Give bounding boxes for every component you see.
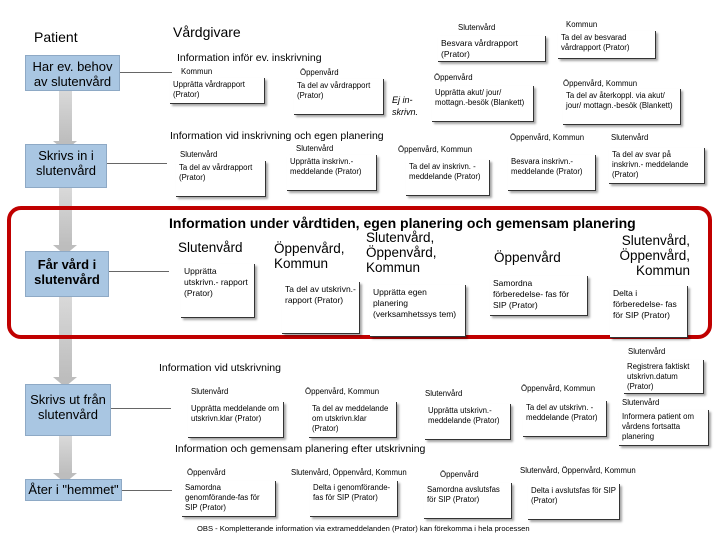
s2-c-label: Öppenvård, Kommun (398, 145, 473, 154)
s3-b-text: Ta del av utskrivn.- rapport (Prator) (285, 284, 356, 306)
step-behov-box (25, 55, 120, 91)
s2-d-label: Öppenvård, Kommun (510, 133, 585, 142)
s4-reg-box (624, 360, 704, 394)
step-hemmet-label: Åter i "hemmet" (28, 482, 119, 497)
s1-sluten-text: Besvara vårdrapport (Prator) (441, 38, 519, 60)
s1-ej-inskrivn: Ej in- skrivn. (392, 95, 419, 117)
s1-sluten-label: Slutenvård (458, 23, 496, 32)
s1-kommun-box (170, 78, 265, 104)
s3-d-box (490, 276, 588, 316)
s1-oppen-label: Öppenvård (300, 68, 339, 77)
s3-c-text: Upprätta egen planering (verksamhetssys tem) (373, 287, 457, 320)
s5-d-text: Delta i avslutsfas för SIP (Prator) (531, 486, 616, 506)
s5-b-label: Slutenvård, Öppenvård, Kommun (291, 468, 407, 477)
s1-kommun2-label: Kommun (566, 20, 598, 29)
s2-b-box (287, 155, 377, 191)
s1-sluten-box (438, 36, 546, 62)
s2-d-box (508, 155, 596, 191)
connector-1 (120, 72, 172, 73)
connector-5 (122, 490, 172, 491)
vardgivare-header: Vårdgivare (173, 24, 241, 40)
s5-a-box (182, 481, 276, 517)
s2-e-text: Ta del av svar på inskrivn.- meddelande (Prator) (612, 150, 689, 180)
s1-ok-box (563, 89, 681, 125)
s3-b-box (282, 282, 360, 334)
s3-a-text: Upprätta utskrivn.- rapport (Prator) (184, 266, 248, 299)
s2-c-text: Ta del av inskrivn. - meddelande (Prator) (409, 162, 481, 182)
s3-a-label: Slutenvård (178, 240, 243, 255)
patient-header: Patient (34, 29, 78, 45)
s2-a-label: Slutenvård (180, 150, 218, 159)
s4-b-text: Ta del av meddelande om utskrivn.klar (Prator) (312, 404, 389, 434)
s4-d-label: Öppenvård, Kommun (521, 384, 596, 393)
footer-note: OBS - Kompletterande information via extrameddelanden (Prator) kan förekomma i hela processen (197, 524, 530, 533)
s2-d-text: Besvara inskrivn.- meddelande (Prator) (511, 157, 583, 177)
s5-c-label: Öppenvård (440, 470, 479, 479)
s3-e-box (610, 286, 688, 338)
s1-ok-text: Ta del av återkoppl. via akut/ jour/ mottagn.-besök (Blankett) (566, 91, 673, 111)
s1-oppen-box (294, 79, 384, 115)
step-behov-label: Har ev. behov av slutenvård (32, 59, 113, 89)
s4-a-text: Upprätta meddelande om utskrivn.klar (Prator) (191, 404, 279, 424)
flow-arrow-1 (59, 90, 72, 142)
s4-c-label: Slutenvård (425, 389, 463, 398)
s4-e-label: Slutenvård (622, 398, 660, 407)
s4-e-box (619, 410, 709, 446)
s4-b-box (309, 402, 397, 438)
s5-d-label: Slutenvård, Öppenvård, Kommun (520, 466, 636, 475)
s3-b-label: Öppenvård, Kommun (274, 241, 345, 272)
s4-d-text: Ta del av utskrivn. -meddelande (Prator) (526, 403, 598, 423)
s3-a-box (181, 264, 255, 318)
step-inskrivning-label: Skrivs in i slutenvård (36, 148, 96, 178)
s3-d-label: Öppenvård (494, 250, 561, 265)
s2-b-label: Slutenvård (296, 144, 334, 153)
s3-e-text: Delta i förberedelse- fas för SIP (Prator) (613, 288, 677, 321)
step-utskrivning-label: Skrivs ut från slutenvård (30, 392, 106, 422)
s4-c-box (425, 404, 511, 440)
s3-e-label: Slutenvård, Öppenvård, Kommun (619, 233, 690, 279)
step-hemmet-box (25, 479, 122, 501)
s5-a-label: Öppenvård (187, 468, 226, 477)
s2-e-box (609, 148, 705, 184)
s1-ok-label: Öppenvård, Kommun (563, 79, 638, 88)
s1-oppen-text: Ta del av vårdrapport (Prator) (297, 81, 371, 101)
s4-top-label: Slutenvård (628, 347, 666, 356)
s1-oppen2-box (432, 86, 534, 122)
section-title-inskrivning: Information vid inskrivning och egen planering (170, 130, 384, 142)
step-vard-label: Får vård i slutenvård (34, 257, 100, 287)
section-title-vardtiden: Information under vårdtiden, egen planering och gemensam planering (169, 215, 636, 231)
s1-oppen2-label: Öppenvård (434, 73, 473, 82)
s1-kommun2-box (558, 31, 656, 59)
s1-kommun-label: Kommun (181, 67, 213, 76)
s5-d-box (528, 484, 620, 520)
s3-c-label: Slutenvård, Öppenvård, Kommun (366, 230, 437, 276)
s4-a-box (188, 402, 284, 438)
s5-b-box (310, 481, 398, 517)
connector-2 (107, 163, 167, 164)
s2-a-box (176, 161, 266, 197)
s2-a-text: Ta del av vårdrapport (Prator) (179, 163, 253, 183)
s1-oppen2-text: Upprätta akut/ jour/ mottagn.-besök (Blankett) (435, 88, 525, 108)
s1-kommun-text: Upprätta vårdrapport (Prator) (173, 80, 245, 100)
s5-c-box (424, 483, 512, 519)
s3-d-text: Samordna förberedelse- fas för SIP (Prator) (493, 278, 570, 311)
s2-e-label: Slutenvård (611, 133, 649, 142)
step-utskrivning-box (25, 384, 111, 436)
flow-arrow-4 (59, 436, 72, 474)
s5-c-text: Samordna avslutsfas för SIP (Prator) (427, 485, 500, 505)
s2-c-box (406, 160, 490, 196)
section-title-efter-utskrivning: Information och gemensam planering efter utskrivning (175, 443, 426, 455)
s2-b-text: Upprätta inskrivn.- meddelande (Prator) (290, 157, 362, 177)
section-title-utskrivning: Information vid utskrivning (159, 362, 281, 374)
s4-a-label: Slutenvård (191, 387, 229, 396)
step-inskrivning-box (25, 144, 107, 188)
s4-reg-text: Registrera faktiskt utskrivn.datum (Prator) (627, 362, 690, 392)
s3-c-box (370, 285, 466, 337)
s5-a-text: Samordna genomförande-fas för SIP (Prator) (185, 483, 260, 513)
s4-c-text: Upprätta utskrivn.- meddelande (Prator) (428, 406, 500, 426)
s5-b-text: Delta i genomförande- fas för SIP (Prator) (313, 483, 391, 503)
s4-e-text: Informera patient om vårdens fortsatta planering (622, 412, 694, 442)
s4-d-box (523, 401, 607, 437)
section-title-inskrivning-inforn: Information inför ev. inskrivning (177, 52, 322, 64)
s1-kommun2-text: Ta del av besvarad vårdrapport (Prator) (561, 33, 630, 53)
s4-b-label: Öppenvård, Kommun (305, 387, 380, 396)
connector-4 (111, 408, 171, 409)
